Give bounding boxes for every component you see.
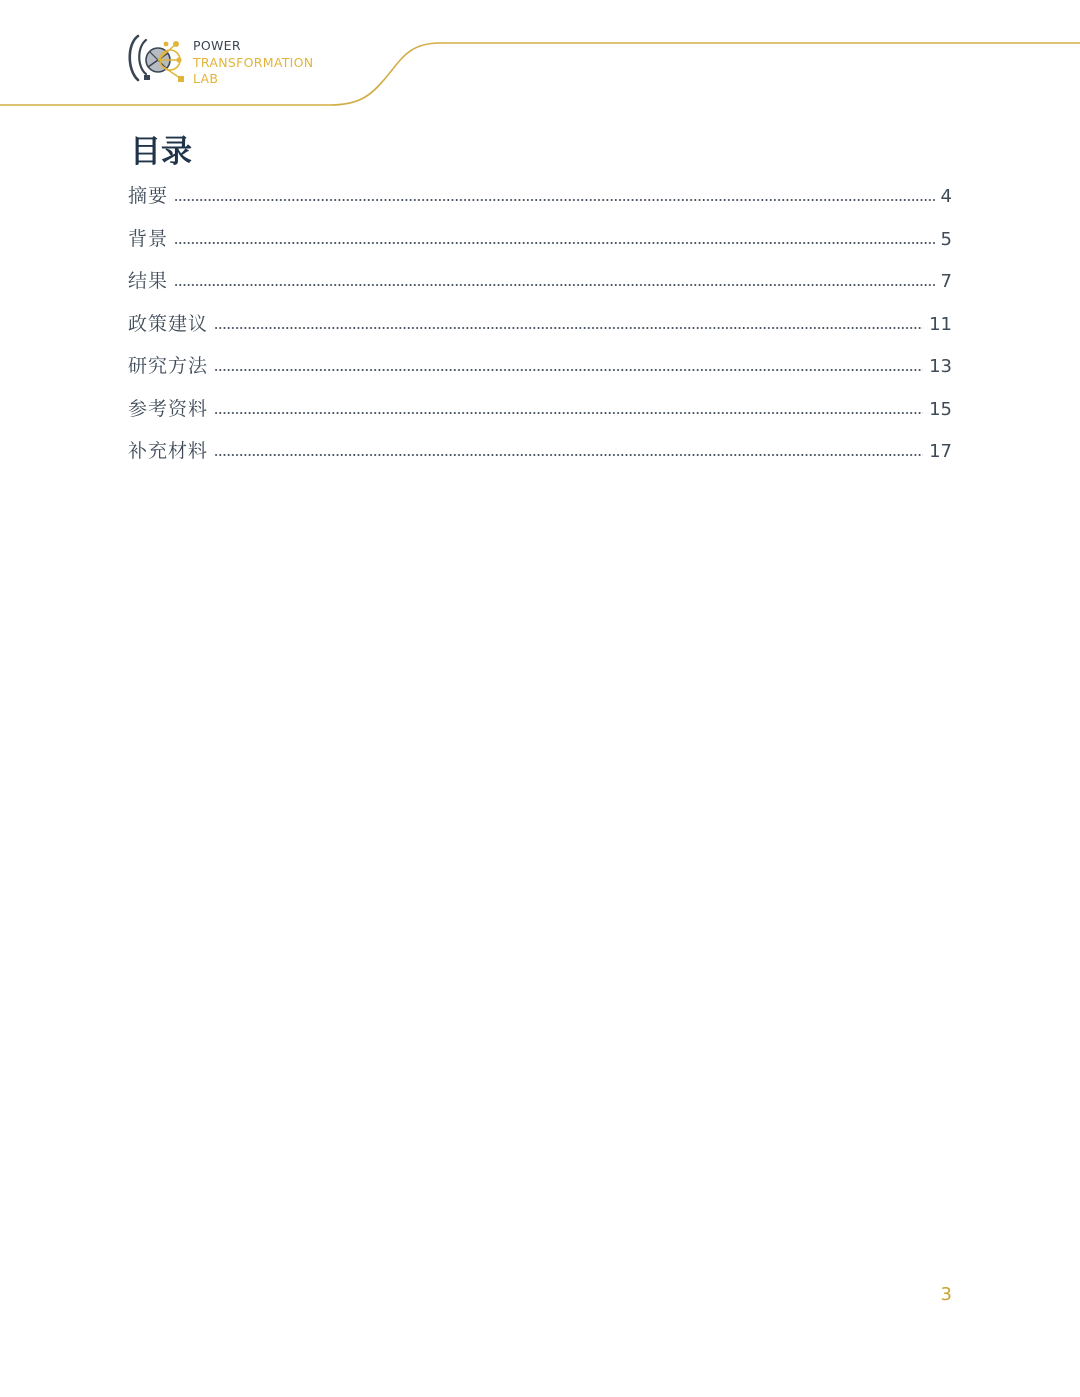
toc-entry[interactable] (128, 436, 952, 479)
toc-entry-label: 政策建议 (128, 312, 209, 335)
toc-leader-dots (174, 283, 935, 287)
toc-entry-label: 摘要 (128, 185, 169, 207)
toc-entry-page: 15 (929, 398, 952, 420)
toc-entry-label: 研究方法 (128, 355, 209, 377)
logo-text-power: POWER (193, 38, 241, 53)
toc-entry-page: 7 (940, 271, 952, 292)
toc-entry-page: 13 (929, 356, 952, 377)
toc-entry[interactable] (128, 266, 952, 309)
toc-entry[interactable] (128, 224, 952, 267)
power-transformation-lab-logo (124, 30, 324, 90)
toc-entry-page: 17 (929, 441, 952, 462)
toc-leader-dots (174, 241, 935, 245)
toc-leader-dots (214, 411, 923, 415)
toc-entry-label: 参考资料 (128, 397, 209, 420)
toc-leader-dots (174, 198, 935, 202)
toc-leader-dots (214, 453, 923, 457)
toc-entry[interactable] (128, 394, 952, 437)
toc-entry-page: 5 (940, 228, 952, 250)
logo-text-lab: LAB (193, 71, 219, 86)
toc-entry[interactable] (128, 351, 952, 394)
toc-entry-label: 补充材料 (128, 440, 209, 462)
toc-leader-dots (214, 326, 923, 330)
toc-entry-page: 11 (929, 313, 952, 335)
toc-entry-label: 背景 (128, 227, 169, 250)
logo-text-transformation: TRANSFORMATION (193, 54, 314, 70)
toc-title: 目录 (130, 134, 192, 170)
toc-entry[interactable] (128, 309, 952, 352)
toc-leader-dots (214, 368, 923, 372)
lab-logo-icon (124, 30, 190, 88)
toc-entry[interactable] (128, 181, 952, 224)
toc-entry-page: 4 (940, 186, 952, 207)
table-of-contents (128, 181, 952, 479)
page-number: 3 (940, 1284, 952, 1305)
toc-entry-label: 结果 (128, 270, 169, 292)
